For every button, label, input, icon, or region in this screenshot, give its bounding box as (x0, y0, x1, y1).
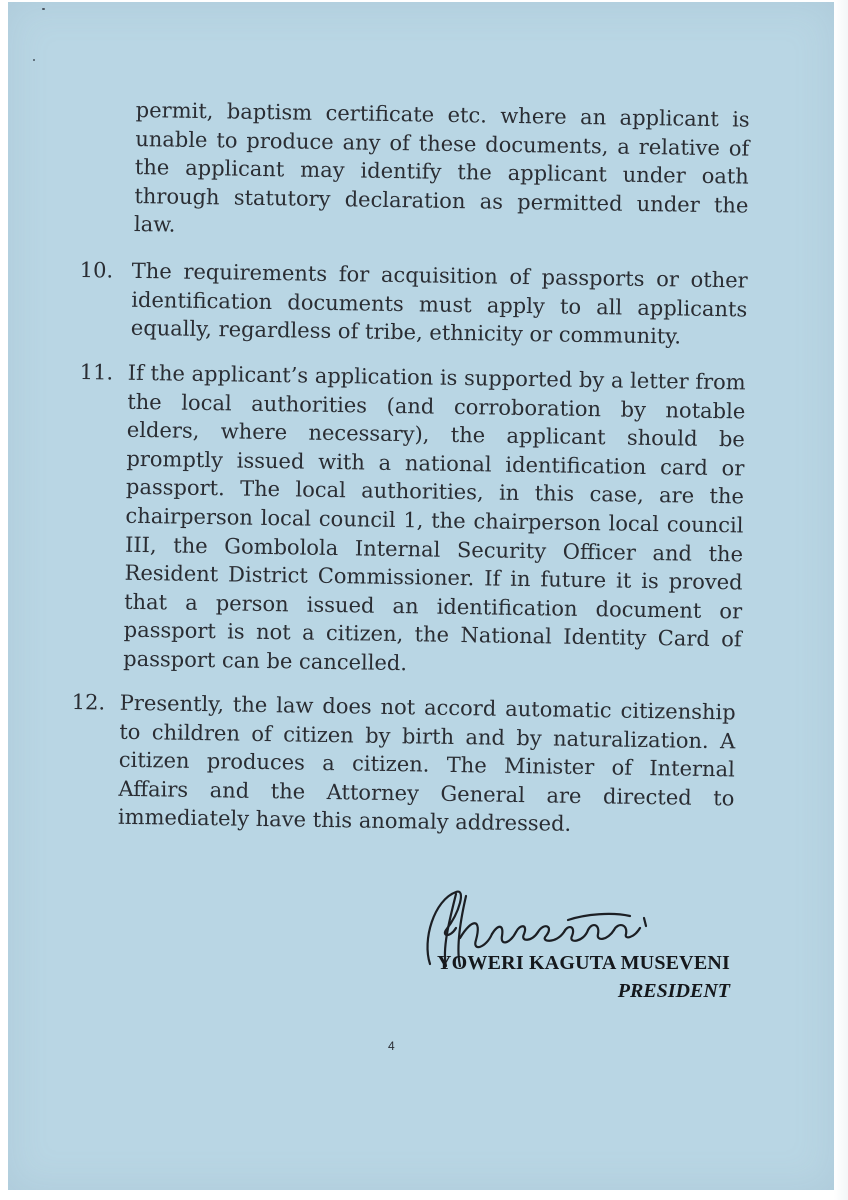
signatory-title: PRESIDENT (617, 980, 730, 1002)
signature-block (386, 876, 738, 1016)
scan-speck (42, 8, 45, 10)
item-number: 11. (79, 359, 114, 385)
continuation-paragraph: permit, baptism certificate etc. where an applicant is unable to produce any of these documents, a relative of the applicant may identify the applicant under oath through statutory declaration as permitted under the law. (133, 97, 750, 238)
item-number: 12. (71, 689, 106, 715)
scan-edge (834, 0, 848, 1200)
signatory-name: YOWERI KAGUTA MUSEVENI (437, 952, 730, 974)
scan-speck (33, 59, 35, 61)
item-text: Presently, the law does not accord automatic citizenship to children of citizen by birth and by naturalization. A citizen produces a citizen. The Minister of Internal Affairs and the Attorney General are directed to immediately have this anomaly addressed. (117, 690, 736, 837)
item-text: The requirements for acquisition of passports or other identification documents must apply to all applicants equally, regardless of tribe, ethnicity or community. (130, 258, 748, 349)
page-number: 4 (388, 1039, 395, 1053)
item-number: 10. (79, 257, 114, 283)
item-text: If the applicant’s application is supported by a letter from the local authorities (and corroboration by notable elders, where necessary), the applicant should be promptly issued with a national identification card or passport. The local authorities, in this case, are the chairperson local council 1, the chairperson local council III, the Gombolola Internal Security Officer and the Resident District Commissioner. If in future it is proved that a person issued an identification document or passport is not a citizen, the National Identity Card of passport can be cancelled. (123, 360, 746, 676)
